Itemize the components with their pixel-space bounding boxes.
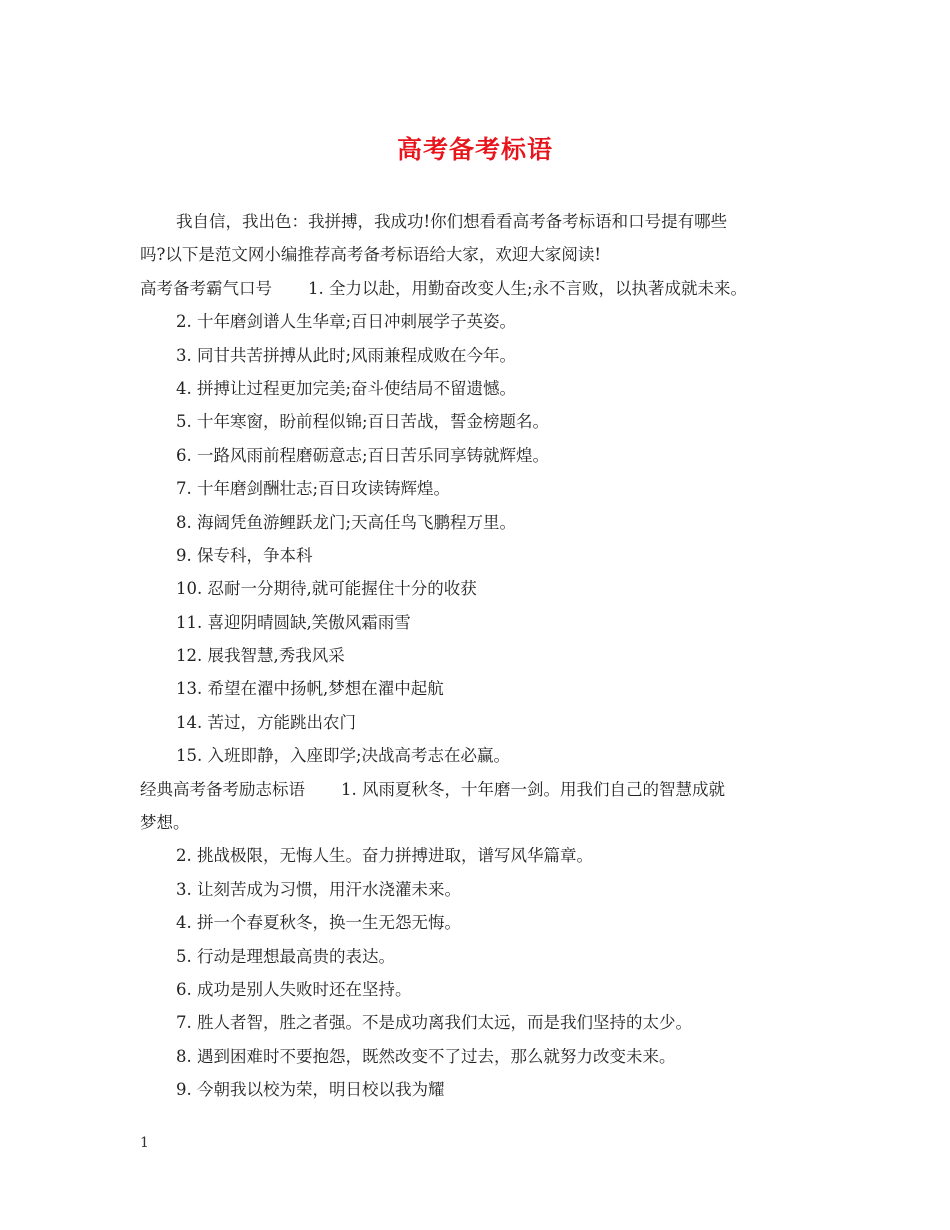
intro-line: 吗?以下是范文网小编推荐高考备考标语给大家，欢迎大家阅读! — [140, 245, 601, 265]
list-item: 13. 希望在濯中扬帆,梦想在濯中起航 — [176, 679, 444, 699]
list-item: 4. 拼搏让过程更加完美;奋斗使结局不留遗憾。 — [176, 378, 517, 398]
list-item: 3. 让刻苦成为习惯，用汗水浇灌未来。 — [176, 879, 461, 899]
list-item: 15. 入班即静，入座即学;决战高考志在必赢。 — [176, 746, 511, 766]
list-item: 1. 全力以赴，用勤奋改变人生;永不言败，以执著成就未来。 — [308, 278, 748, 298]
list-item: 9. 保专科，争本科 — [176, 545, 313, 565]
document-title: 高考备考标语 — [396, 135, 553, 164]
section-heading: 经典高考备考励志标语 — [140, 779, 305, 799]
list-item: 7. 胜人者智，胜之者强。不是成功离我们太远，而是我们坚持的太少。 — [176, 1013, 692, 1033]
list-item: 9. 今朝我以校为荣，明日校以我为耀 — [176, 1080, 445, 1100]
page-number: 1 — [140, 1135, 149, 1151]
list-item: 8. 遇到困难时不要抱怨，既然改变不了过去，那么就努力改变未来。 — [176, 1046, 676, 1066]
list-item-continuation: 梦想。 — [140, 813, 190, 833]
list-item: 5. 十年寒窗，盼前程似锦;百日苦战，誓金榜题名。 — [176, 412, 550, 432]
list-item: 10. 忍耐一分期待,就可能握住十分的收获 — [176, 579, 477, 599]
section-heading: 高考备考霸气口号 — [140, 278, 272, 298]
section-heading-line — [140, 272, 830, 305]
list-item: 3. 同甘共苦拼搏从此时;风雨兼程成败在今年。 — [176, 345, 517, 365]
list-item: 4. 拼一个春夏秋冬，换一生无怨无悔。 — [176, 913, 461, 933]
document-body — [140, 205, 830, 1107]
list-item: 11. 喜迎阴晴圆缺,笑傲风霜雨雪 — [176, 612, 411, 632]
list-item: 12. 展我智慧,秀我风采 — [176, 646, 345, 666]
list-item: 8. 海阔凭鱼游鲤跃龙门;天高任鸟飞鹏程万里。 — [176, 512, 517, 532]
intro-line: 我自信，我出色：我拼搏，我成功!你们想看看高考备考标语和口号提有哪些 — [176, 212, 728, 231]
section-heading-line — [140, 773, 830, 806]
list-item: 6. 一路风雨前程磨砺意志;百日苦乐同享铸就辉煌。 — [176, 445, 550, 465]
list-item: 6. 成功是别人失败时还在坚持。 — [176, 979, 412, 999]
list-item: 14. 苦过，方能跳出农门 — [176, 712, 356, 732]
list-item: 5. 行动是理想最高贵的表达。 — [176, 946, 395, 966]
list-item: 1. 风雨夏秋冬，十年磨一剑。用我们自己的智慧成就 — [341, 779, 725, 799]
list-item: 2. 十年磨剑谱人生华章;百日冲刺展学子英姿。 — [176, 312, 517, 332]
list-item: 2. 挑战极限，无悔人生。奋力拼搏进取，谱写风华篇章。 — [176, 846, 593, 866]
list-item: 7. 十年磨剑酬壮志;百日攻读铸辉煌。 — [176, 479, 451, 499]
